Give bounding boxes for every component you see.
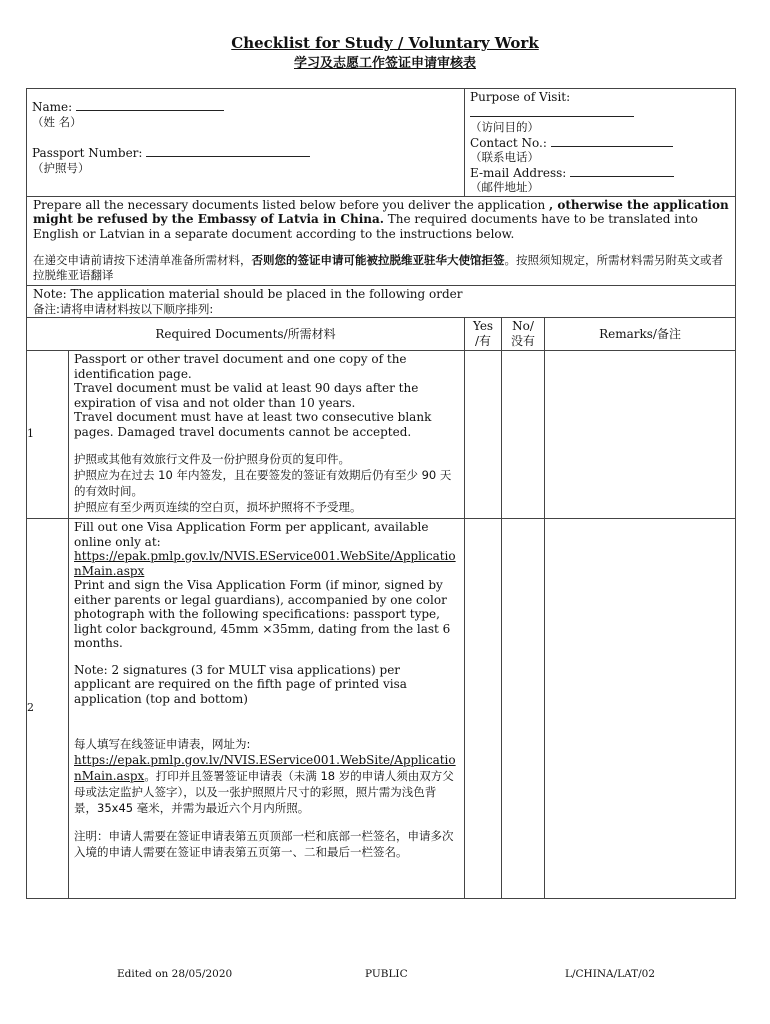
row-2-no-cell[interactable]	[502, 519, 545, 899]
table-row	[27, 351, 736, 519]
intro-zh-text: 在递交申请前请按下述清单准备所需材料，	[33, 253, 252, 267]
purpose-label-zh: （访问目的）	[470, 120, 540, 134]
intro-en-translation: The required documents have to be translated into English or Latvian in a separate document according to the instructions below.	[33, 212, 698, 241]
header-remarks: Remarks/备注	[545, 318, 736, 351]
note-row	[27, 286, 736, 318]
document-title: Checklist for Study / Voluntary Work	[231, 34, 539, 52]
footer-classification: PUBLIC	[365, 968, 408, 980]
email-blank[interactable]	[570, 165, 674, 177]
email-label-zh: （邮件地址）	[470, 180, 540, 194]
row-2-remarks-cell[interactable]	[545, 519, 736, 899]
checklist-table	[26, 88, 736, 899]
passport-blank[interactable]	[146, 145, 310, 157]
header-no: No/ 没有	[502, 318, 545, 351]
name-label-zh: （姓 名）	[32, 114, 82, 129]
row-2-chinese-a: 每人填写在线签证申请表，网址为:	[74, 737, 251, 751]
footer-edited-date: Edited on 28/05/2020	[117, 968, 233, 980]
row-2-chinese-b-text: 。打印并且签署签证申请表（未满 18 岁的申请人须由双方父母或法定监护人签字），以及一张护照照片尺寸的彩照，照片需为浅色背景，35x45 毫米，并需为最近六个月内所照。	[74, 769, 454, 815]
intro-english	[33, 198, 729, 242]
table-row	[27, 519, 736, 899]
row-number: 2	[27, 519, 69, 899]
row-2-english-b: Print and sign the Visa Application Form (if minor, signed by either parents or legal guardians), accompanied by one color photograph with the following specifications: passport type, light color background, 45mm ×35mm, dating from the last 6 months.	[74, 578, 451, 650]
visa-application-link[interactable]: https://epak.pmlp.gov.lv/NVIS.EService001.WebSite/ApplicationMain.aspx	[74, 549, 456, 578]
passport-label-zh: （护照号）	[32, 160, 90, 175]
contact-blank[interactable]	[551, 135, 673, 147]
name-blank[interactable]	[76, 99, 224, 111]
purpose-label: Purpose of Visit:	[470, 90, 571, 104]
purpose-blank[interactable]	[470, 105, 634, 117]
intro-chinese	[33, 253, 729, 282]
footer-document-code: L/CHINA/LAT/02	[565, 968, 656, 980]
passport-label: Passport Number:	[32, 146, 143, 160]
row-2-chinese-note: 注明：申请人需要在签证申请表第五页顶部一栏和底部一栏签名，申请多次入境的申请人需要在签证申请表第五页第一、二和最后一栏签名。	[74, 829, 454, 859]
intro-zh-translation: 。按照须知规定，所需材料需另附英文或者拉脱维亚语翻译	[33, 253, 723, 282]
intro-en-warning: , otherwise the application might be refused by the Embassy of Latvia in China.	[33, 197, 729, 226]
header-required-docs: Required Documents/所需材料	[27, 318, 465, 351]
row-description	[69, 351, 465, 519]
table-header-row	[27, 318, 736, 351]
row-2-english-a: Fill out one Visa Application Form per applicant, available online only at:	[74, 520, 429, 549]
row-2-chinese-b	[74, 752, 459, 816]
applicant-right-cell	[465, 89, 736, 197]
header-yes: Yes /有	[465, 318, 502, 351]
note-cell	[27, 286, 736, 318]
row-1-english: Passport or other travel document and one copy of the identification page. Travel document must be valid at least 90 days after the expiration of visa and not older than 10 years. Travel document must have at least two consecutive blank pages. Damaged travel documents cannot be accepted.	[74, 352, 432, 439]
visa-application-link-zh[interactable]: https://epak.pmlp.gov.lv/NVIS.EService001.WebSite/ApplicationMain.aspx	[74, 753, 456, 783]
row-number: 1	[27, 351, 69, 519]
row-1-chinese: 护照或其他有效旅行文件及一份护照身份页的复印件。 护照应为在过去 10 年内签发，且在要签发的签证有效期后仍有至少 90 天的有效时间。 护照应有至少两页连续的空白页，损坏护照将不予受理。	[74, 452, 452, 514]
intro-row	[27, 196, 736, 286]
row-description	[69, 519, 465, 899]
intro-en-text: Prepare all the necessary documents listed below before you deliver the application	[33, 197, 550, 212]
intro-zh-warning: 否则您的签证申请可能被拉脱维亚驻华大使馆拒签	[251, 253, 505, 267]
intro-cell	[27, 196, 736, 286]
note-english: Note: The application material should be placed in the following order	[33, 287, 463, 301]
row-1-remarks-cell[interactable]	[545, 351, 736, 519]
row-2-english-note: Note: 2 signatures (3 for MULT visa applications) per applicant are required on the fifth page of printed visa application (top and bottom)	[74, 662, 407, 706]
row-1-no-cell[interactable]	[502, 351, 545, 519]
row-2-yes-cell[interactable]	[465, 519, 502, 899]
row-1-yes-cell[interactable]	[465, 351, 502, 519]
applicant-info-row	[27, 89, 736, 197]
contact-label: Contact No.:	[470, 135, 547, 150]
note-chinese: 备注:请将申请材料按以下顺序排列:	[33, 301, 214, 316]
document-subtitle-zh: 学习及志愿工作签证申请审核表	[293, 56, 476, 71]
applicant-left-cell	[27, 89, 465, 197]
contact-label-zh: （联系电话）	[470, 150, 540, 164]
name-label: Name:	[32, 100, 73, 114]
email-label: E-mail Address:	[470, 165, 567, 180]
